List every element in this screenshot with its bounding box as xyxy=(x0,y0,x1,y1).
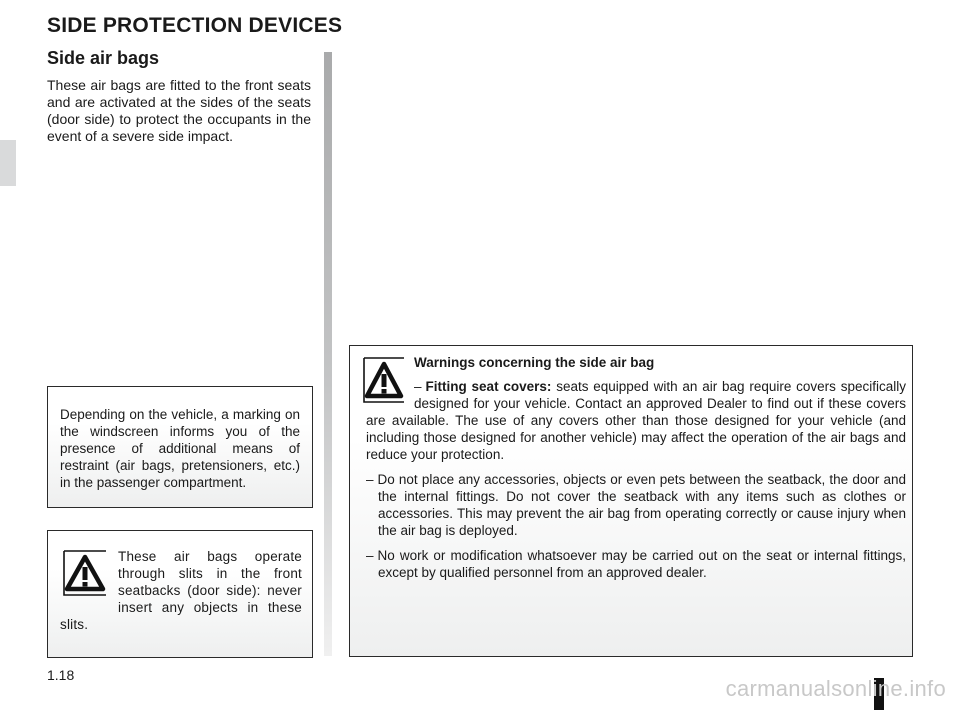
warnings-content xyxy=(366,354,906,589)
warning-item-bold-label: Fitting seat covers: xyxy=(425,379,552,394)
intro-paragraph: These air bags are fitted to the front seats and are activated at the sides of the seats (door side) to protect the occupants in the event of a severe side impact. xyxy=(47,77,311,144)
chapter-tab xyxy=(0,140,16,186)
seat-slit-warning-box xyxy=(47,530,313,658)
column-divider xyxy=(324,52,332,656)
warning-item-modification: – No work or modification whatsoever may be carried out on the seat or internal fittings, except by qualified personnel from an approved dealer. xyxy=(366,548,906,580)
watermark: carmanualsonline.info xyxy=(725,676,946,701)
warnings-title: Warnings concerning the side air bag xyxy=(414,355,655,370)
info-note-text: Depending on the vehicle, a marking on the windscreen informs you of the presence of additional means of restraint (air bags, pretensioners, etc.) in the passenger compartment. xyxy=(60,407,300,490)
info-note-box xyxy=(47,386,313,508)
seat-slit-warning-text: These air bags operate through slits in the front seatbacks (door side): never insert any objects in these slits. xyxy=(60,549,302,632)
page-number: 1.18 xyxy=(47,667,75,683)
warning-item-seat-covers: – Fitting seat covers: seats equipped with an air bag require covers specifically designed for your vehicle. Contact an approved Dealer to find out if these covers are available. The use of any covers other than those designed for your vehicle (and including those designed for another vehicle) may affect the operation of the air bags and reduce your protection. xyxy=(366,379,906,462)
page-title: SIDE PROTECTION DEVICES xyxy=(47,14,343,37)
warning-item-accessories: – Do not place any accessories, objects or even pets between the seatback, the door and the internal fittings. Do not cover the seatback with any items such as clothes or accessories. This may prevent the air bag from operating correctly or cause injury when the air bag is deployed. xyxy=(366,472,906,538)
seat-slit-warning-paragraph xyxy=(60,548,302,633)
section-heading: Side air bags xyxy=(47,48,160,68)
warnings-panel xyxy=(349,345,913,657)
